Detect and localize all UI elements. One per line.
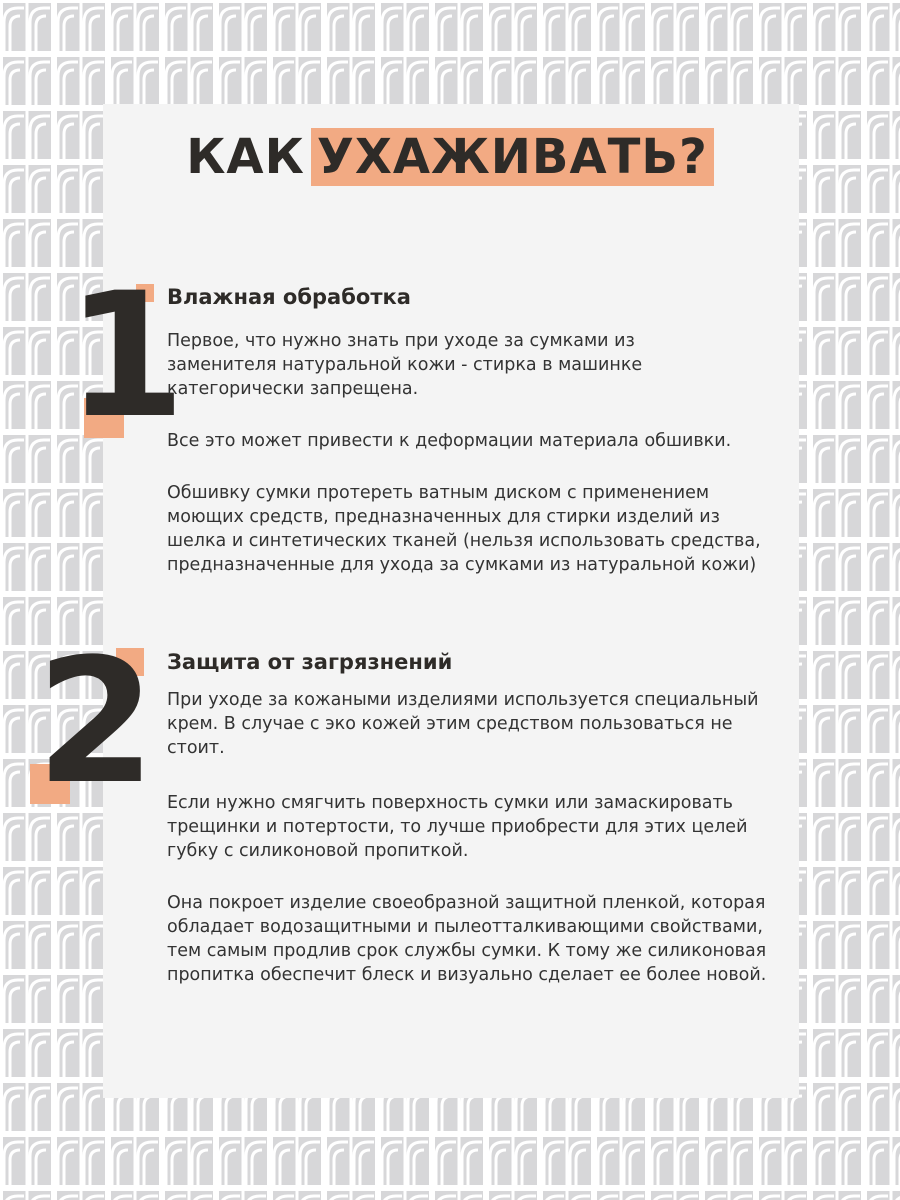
section-paragraph: Она покроет изделие своеобразной защитной пленкой, которая обладает водозащитными и пылеотталкивающими свойствами, тем самым продлив срок службы сумки. К тому же силиконовая пропитка обеспечит блеск и визуально сделает ее более новой. [167, 893, 767, 985]
title-highlight: УХАЖИВАТЬ? [311, 128, 714, 186]
section-paragraph: Обшивку сумки протереть ватным диском с применением моющих средств, предназначенных для стирки изделий из шелка и синтетических тканей (нельзя использовать средства, предназначенные для ухода за сумками из натуральной кожи) [167, 483, 761, 575]
title-plain: КАК [186, 129, 305, 185]
section-paragraph: Первое, что нужно знать при уходе за сумками из заменителя натуральной кожи - стирка в машинке категорически запрещена. [167, 331, 643, 399]
section-number: 2 [36, 621, 156, 822]
section-paragraph: При уходе за кожаными изделиями используется специальный крем. В случае с эко кожей этим средством пользоваться не стоит. [167, 690, 759, 758]
section-paragraph: Если нужно смягчить поверхность сумки или замаскировать трещинки и потертости, то лучше приобрести для этих целей губку с силиконовой пропиткой. [167, 793, 748, 861]
page-title [0, 125, 900, 186]
section-title: Влажная обработка [167, 285, 411, 309]
section-title: Защита от загрязнений [167, 650, 453, 674]
section-number: 1 [66, 255, 186, 456]
section-paragraph: Все это может привести к деформации материала обшивки. [167, 431, 732, 451]
